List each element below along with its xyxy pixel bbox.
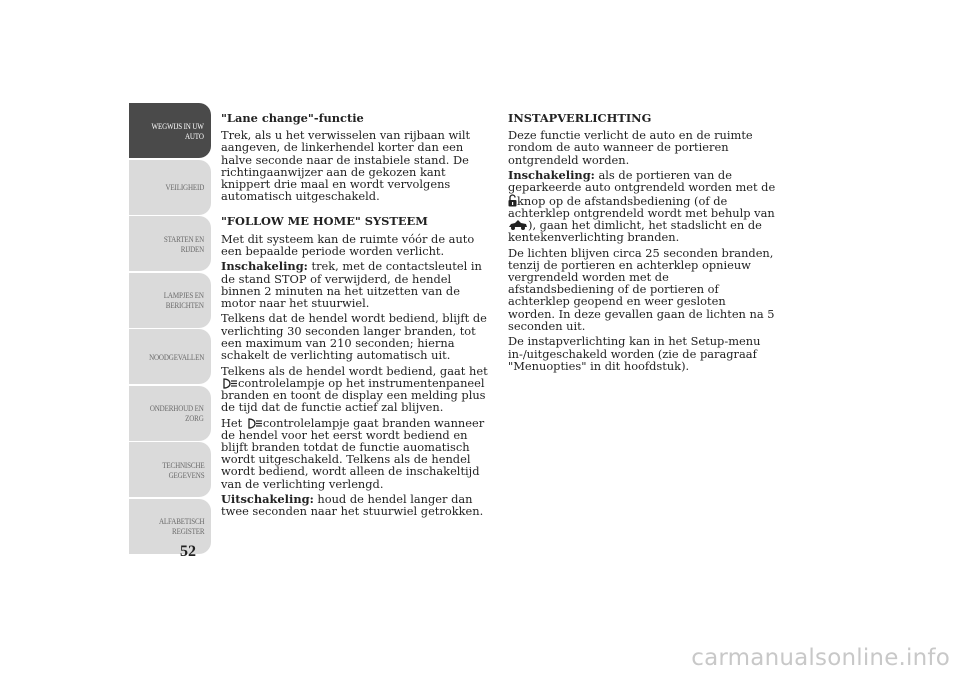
tab-noodgevallen[interactable] xyxy=(129,329,211,384)
uitschakeling-text: houd de hendel langer dan twee seconden naar het stuurwiel getrokken. xyxy=(221,492,484,519)
tab-starten-en-rijden[interactable] xyxy=(129,216,211,271)
tab-label: ALFABETISCH REGISTER xyxy=(158,516,204,536)
tab-label: WEGWIJS IN UW AUTO xyxy=(151,120,204,141)
tab-label: NOODGEVALLEN xyxy=(148,351,204,362)
text-fragment: Het xyxy=(221,415,246,430)
tab-label: STARTEN EN RIJDEN xyxy=(163,233,204,254)
inschakeling-paragraph xyxy=(508,169,776,243)
inschakeling-text: trek, met de contactsleutel in de stand STOP of verwijderd, de hendel binnen 2 minuten na het uitzetten van de motor naar het stuurwiel. xyxy=(221,259,482,310)
text-fragment: controlelampje gaat branden wanneer de hendel voor het eerst wordt bediend en blijft branden totdat de functie auomatisch wordt uitgeschakeld. Telkens als de hendel wordt bediend, wordt alleen de inschakeltijd van de verlichting verlengd. xyxy=(221,415,485,491)
text-fragment: knop op de afstandsbediening (of de achterklep ontgrendeld wordt met behulp van xyxy=(508,193,775,220)
tab-alfabetisch-register[interactable] xyxy=(129,499,211,554)
tab-label: LAMPJES EN BERICHTEN xyxy=(163,290,204,310)
lichten-paragraph: De lichten blijven circa 25 seconden branden, tenzij de portieren en achterklep opnieuw vergrendeld worden met de afstandsbediening of de portieren of achterklep geopend en weer gesloten worden. In deze gevallen gaan de lichten na 5 seconden uit. xyxy=(508,245,775,333)
text-fragment: ), gaan het dimlicht, het stadslicht en de kentekenverlichting branden. xyxy=(508,217,762,245)
tab-lampjes-en-berichten[interactable] xyxy=(129,273,211,328)
tailgate-car-icon xyxy=(508,219,528,231)
tab-label: TECHNISCHE GEGEVENS xyxy=(161,459,204,480)
page-number: 52 xyxy=(180,543,196,560)
uitschakeling-paragraph xyxy=(221,493,489,517)
het-paragraph xyxy=(221,417,489,490)
chapter-tabs xyxy=(129,103,211,555)
tab-technische-gegevens[interactable] xyxy=(129,442,211,497)
inschakeling-label: Inschakeling: xyxy=(508,168,595,183)
tab-wegwijs[interactable] xyxy=(129,103,211,158)
instapverlichting-intro: Deze functie verlicht de auto en de ruimte rondom de auto wanneer de portieren ontgrendeld worden. xyxy=(508,128,753,167)
telkens-paragraph-1: Telkens dat de hendel wordt bediend, blijft de verlichting 30 seconden langer branden, tot een maximum van 210 seconden; hierna schakelt de verlichting automatisch uit. xyxy=(221,311,487,363)
lane-change-body: Trek, als u het verwisselen van rijbaan wilt aangeven, de linkerhendel korter dan een halve seconde naar de instabiele stand. De richtingaanwijzer aan de gekozen kant knippert drie maal en wordt vervolgens automatisch uitgeschakeld. xyxy=(221,128,471,204)
unlock-button-icon xyxy=(508,194,517,207)
tab-label: VEILIGHEID xyxy=(165,182,204,192)
setup-paragraph: De instapverlichting kan in het Setup-menu in-/uitgeschakeld worden (zie de paragraaf "Menuopties" in dit hoofdstuk). xyxy=(508,334,761,373)
watermark: carmanualsonline.info xyxy=(691,645,950,671)
inschakeling-label: Inschakeling: xyxy=(221,259,308,274)
telkens-paragraph-2 xyxy=(221,365,489,414)
tab-onderhoud-en-zorg[interactable] xyxy=(129,386,211,441)
follow-me-home-heading: "FOLLOW ME HOME" SYSTEEM xyxy=(221,214,428,229)
lane-change-heading: "Lane change"-functie xyxy=(221,111,364,125)
instapverlichting-heading: INSTAPVERLICHTING xyxy=(508,111,652,125)
inschakeling-paragraph xyxy=(221,260,489,309)
tab-label: ONDERHOUD EN ZORG xyxy=(150,403,204,423)
follow-me-home-intro: Met dit systeem kan de ruimte vóór de auto een bepaalde periode worden verlicht. xyxy=(221,231,475,258)
text-fragment: Telkens als de hendel wordt bediend, gaat het xyxy=(221,363,488,378)
left-column xyxy=(221,112,489,521)
text-fragment: controlelampje op het instrumentenpaneel branden en toont de display een melding plus de tijd dat de functie actief zal blijven. xyxy=(221,375,486,415)
text-fragment: als de portieren van de geparkeerde auto ontgrendeld worden met de xyxy=(508,168,776,195)
tab-veiligheid[interactable] xyxy=(129,160,211,215)
uitschakeling-label: Uitschakeling: xyxy=(221,492,314,507)
right-column xyxy=(508,112,776,375)
